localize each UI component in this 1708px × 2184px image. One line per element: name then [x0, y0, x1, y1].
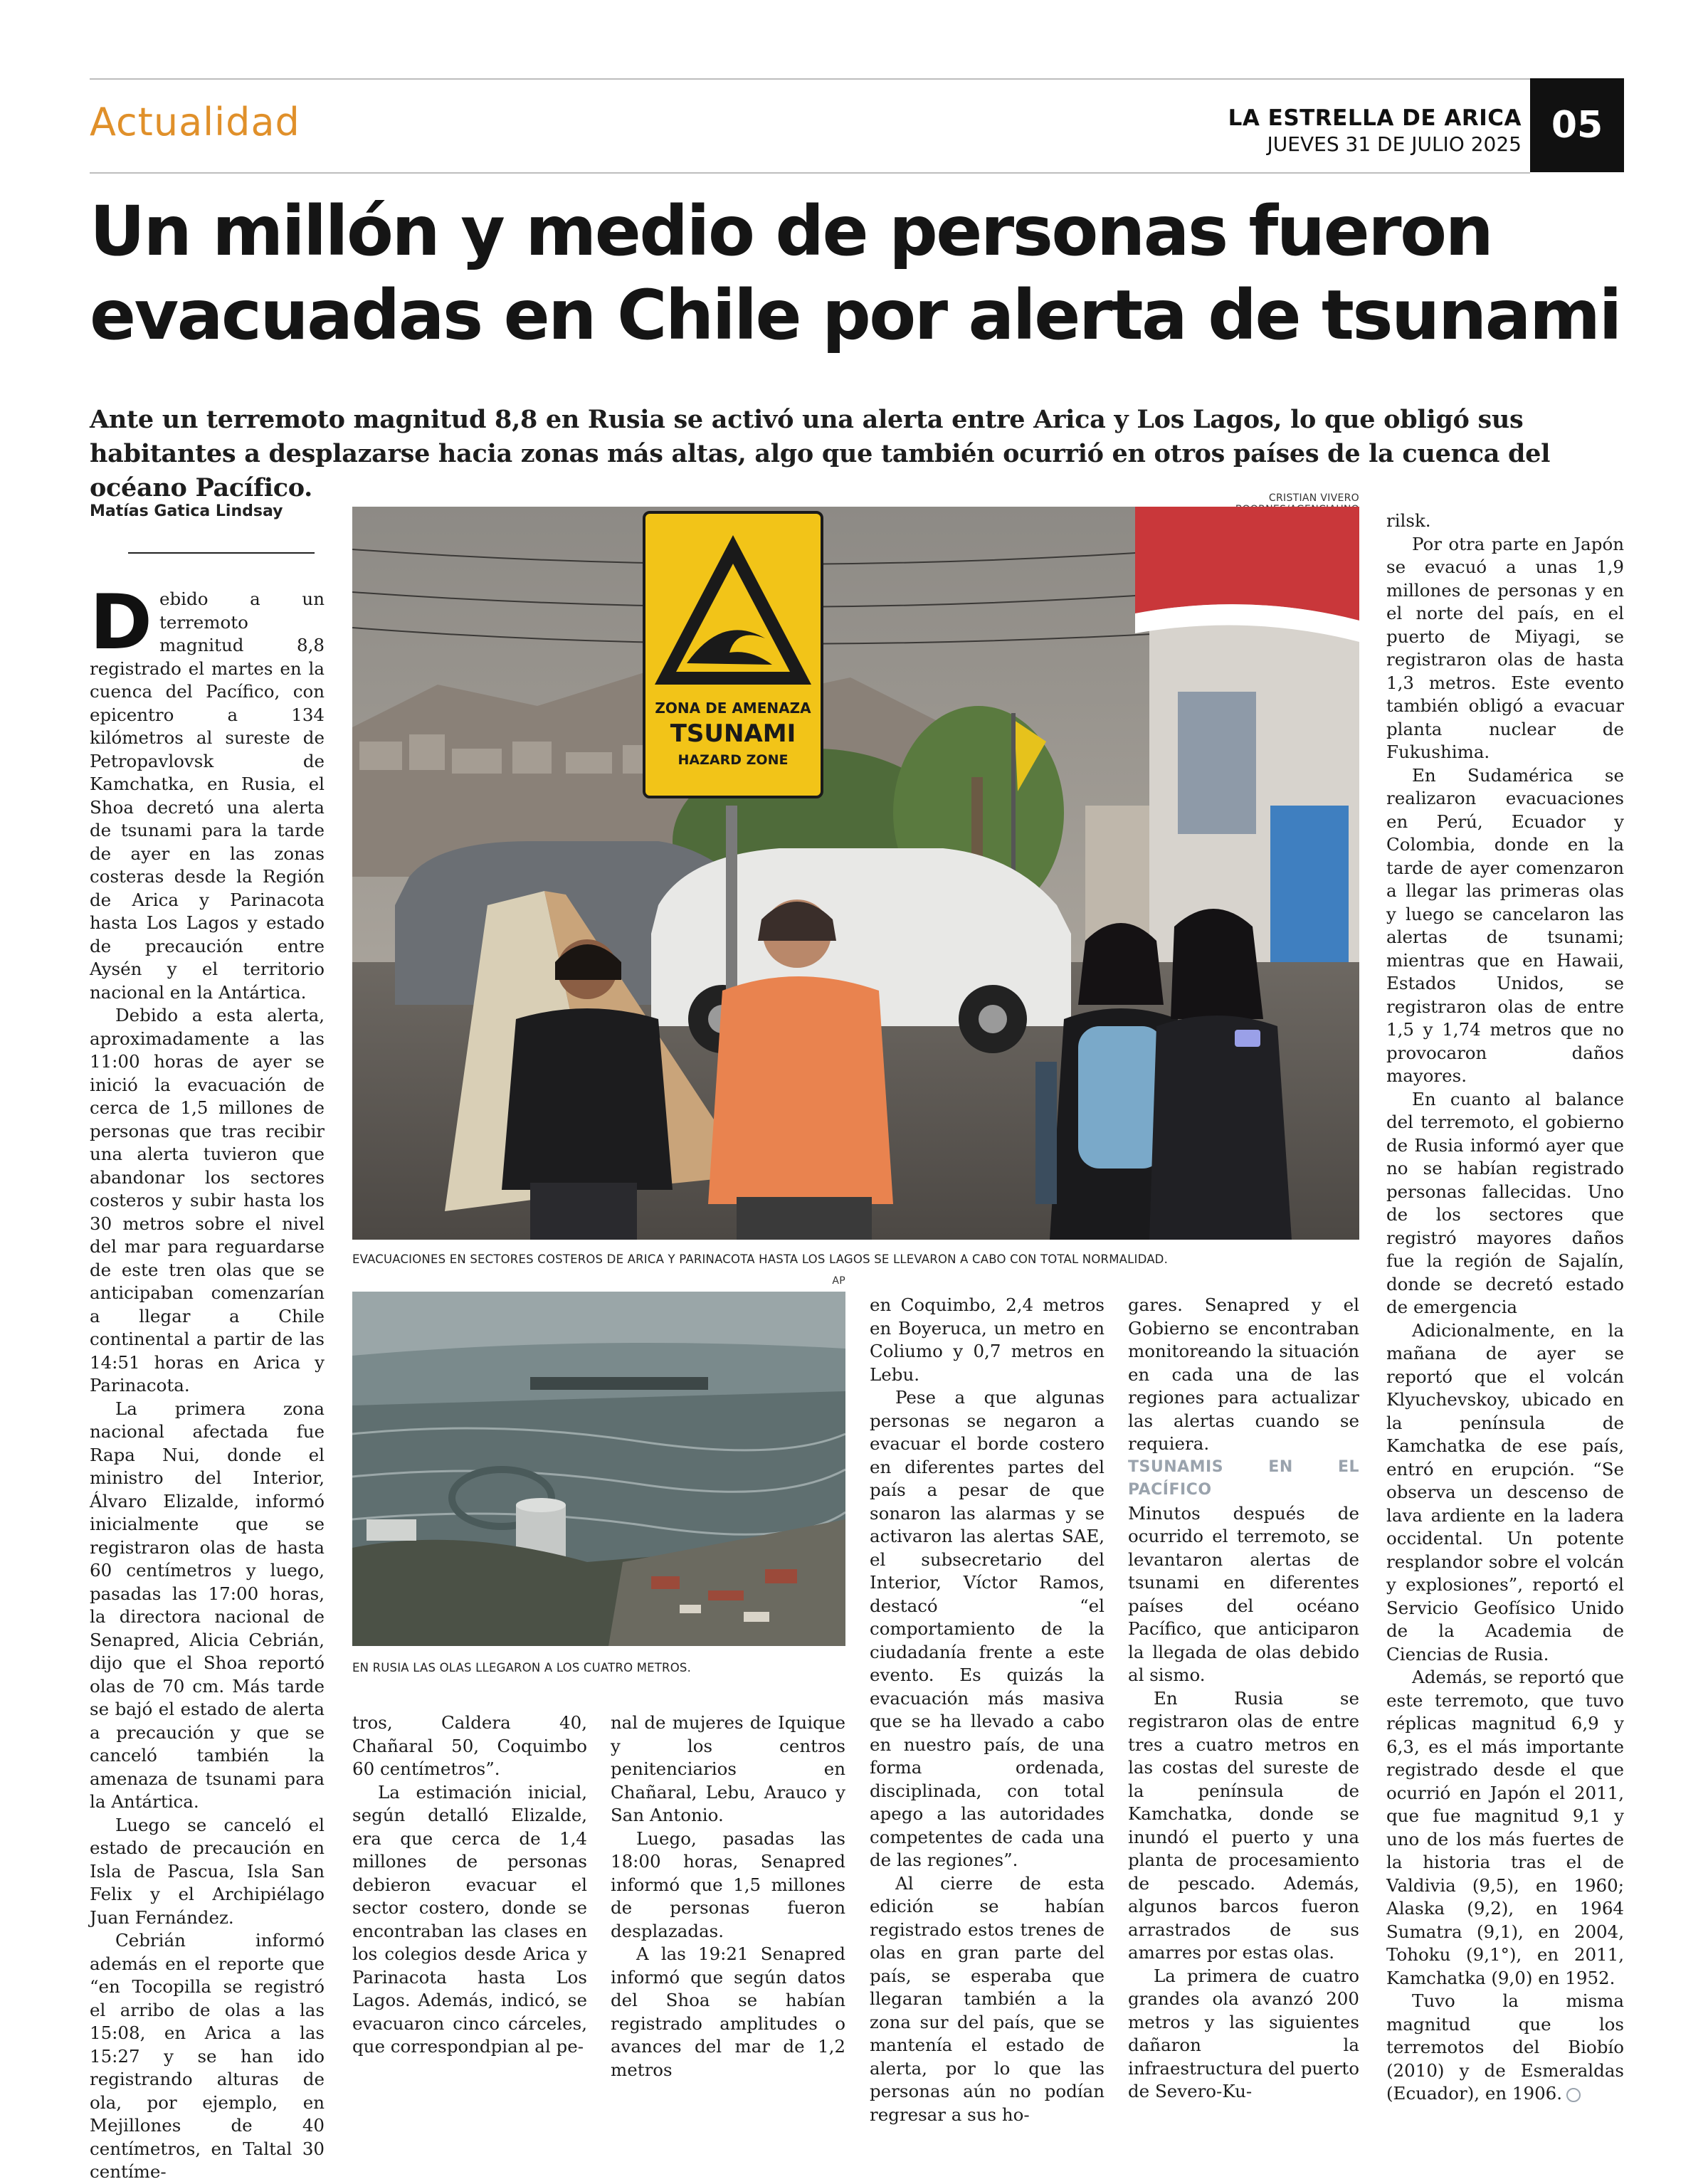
page-number: 05 [1530, 78, 1624, 172]
paragraph: Luego, pasadas las 18:00 horas, Senapred informó que 1,5 millones de personas fueron desplazadas. [611, 1827, 845, 1941]
paragraph: en Coquimbo, 2,4 metros en Boyeruca, un metro en Coliumo y 0,7 metros en Lebu. [870, 1294, 1105, 1385]
header-rule [90, 172, 1530, 174]
paragraph: La primera zona nacional afectada fue Rapa Nui, donde el ministro del Interior, Álvaro Elizalde, informó inicialmente que se registraron olas de hasta 60 centímetros y luego, pasadas las 17:00 horas, la directora nacional de Senapred, Alicia Cebrián, dijo que el Shoa reportó olas de 70 cm. Más tarde se bajó el estado de alerta a precaución y que se canceló también la amenaza de tsunami para la Antártica. [90, 1398, 325, 1812]
masthead [1228, 105, 1522, 156]
top-rule [90, 78, 1530, 80]
article-column-3 [611, 1711, 845, 2082]
paragraph: Debido a un terremoto magnitud 8,8 registrado el martes en la cuenca del Pacífico, con epicentro a 134 kilómetros al sureste de Petropavlovsk de Kamchatka, en Rusia, el Shoa decretó una alerta de tsunami para la tarde de ayer en las zonas costeras desde la Región de Arica y Parinacota hasta Los Lagos y estado de precaución entre Aysén y el territorio nacional en la Antártica. [90, 579, 325, 1003]
article-column-1 [90, 579, 325, 2184]
issue-date: JUEVES 31 DE JULIO 2025 [1267, 132, 1522, 156]
paragraph: Debido a esta alerta, aproximadamente a las 11:00 horas de ayer se inició la evacuación de cerca de 1,5 millones de personas que tras recibir una alerta tuvieron que abandonar los sectores costeros y subir hasta los 30 metros sobre el nivel del mar para reguardarse de este tren olas que se anticipaban comenzarían a llegar a Chile continental a partir de las 14:51 horas en Arica y Parinacota. [90, 1005, 325, 1396]
photo-main-credit: CRISTIAN VIVERO [1268, 492, 1359, 504]
paragraph: rilsk. [1386, 510, 1431, 531]
paragraph: La estimación inicial, según detalló Elizalde, era que cerca de 1,4 millones de personas debieron evacuar el sector costero, donde se encontraban las clases en los colegios desde Arica y Parinacota hasta Los Lagos. Además, indicó, se evacuaron cinco cárceles, que correspondpian al pe- [352, 1781, 587, 2057]
article-column-5 [1128, 1294, 1359, 2104]
newspaper-name: LA ESTRELLA DE ARICA [1228, 105, 1522, 131]
dropcap: D [90, 579, 152, 666]
photo-main-caption: EVACUACIONES EN SECTORES COSTEROS DE ARICA Y PARINACOTA HASTA LOS LAGOS SE LLEVARON A CABO CON TOTAL NORMALIDAD. [352, 1252, 1169, 1266]
byline-rule [128, 552, 315, 554]
paragraph: Tuvo la misma magnitud que los terremotos del Biobío (2010) y de Esmeraldas (Ecuador), en 1906. [1386, 1990, 1624, 2104]
section-label: Actualidad [90, 100, 300, 144]
paragraph: Al cierre de esta edición se habían registrado estos trenes de olas en gran parte del país, se esperaba que llegaran también a la zona sur del país, que se mantenía el estado de alerta, por lo que las personas aún no podían regresar a sus ho- [870, 1872, 1105, 2125]
article-column-2 [352, 1711, 587, 2059]
paragraph: En cuanto al balance del terremoto, el gobierno de Rusia informó ayer que no se habían registrado personas fallecidas. Uno de los sectores que registró mayores daños fue la región de Sajalín, donde se decretó estado de emergencia [1386, 1088, 1624, 1317]
sign-line2: TSUNAMI [670, 719, 796, 748]
paragraph: Adicionalmente, en la mañana de ayer se reportó que el volcán Klyuchevskoy, ubicado en la península de Kamchatka de ese país, entró en erupción. “Se observa un descenso de lava ardiente en la ladera occidental. Un potente resplandor sobre el volcán y explosiones”, reportó el Servicio Geofísico Unido de la Academia de Ciencias de Rusia. [1386, 1319, 1624, 1665]
photo-secondary [352, 1292, 845, 1646]
paragraph: gares. Senapred y el Gobierno se encontraban monitoreando la situación en cada una de las regiones para actualizar las alertas cuando se requiera. [1128, 1294, 1359, 1454]
paragraph: Luego se canceló el estado de precaución en Isla de Pascua, Isla San Felix y el Archipiélago Juan Fernández. [90, 1814, 325, 1928]
paragraph: Además, se reportó que este terremoto, que tuvo réplicas magnitud 6,9 y 6,3, es el más importante registrado desde el que ocurrió en Japón el 2011, que fue magnitud 9,1 y uno de los más fuertes de la historia tras el de Valdivia (9,5), en 1960; Alaska (9,2), en 1964 Sumatra (9,1), en 2004, Tohoku (9,1°), en 2011, Kamchatka (9,0) en 1952. [1386, 1667, 1624, 1988]
paragraph: nal de mujeres de Iquique y los centros penitenciarios en Chañaral, Lebu, Arauco y San Antonio. [611, 1712, 845, 1825]
article-column-4 [870, 1294, 1105, 2126]
sign-line1: ZONA DE AMENAZA [655, 700, 811, 717]
end-of-article-icon [1566, 2088, 1581, 2102]
photo-secondary-illustration [352, 1292, 845, 1646]
paragraph: A las 19:21 Senapred informó que según datos del Shoa se habían registrado amplitudes o avances del mar de 1,2 metros [611, 1943, 845, 2080]
photo-main-illustration [352, 507, 1359, 1240]
paragraph: Minutos después de ocurrido el terremoto, se levantaron alertas de tsunami en diferentes países del océano Pacífico, que anticiparon la llegada de olas debido al sismo. [1128, 1502, 1359, 1685]
paragraph: Pese a que algunas personas se negaron a evacuar el borde costero en diferentes partes del país a pesar de que sonaron las alarmas y se activaron las alertas SAE, el subsecretario del Interior, Víctor Ramos, destacó “el comportamiento de la ciudadanía frente a este evento. Es quizás la evacuación más masiva que se ha llevado a cabo en nuestro país, de una forma ordenada, disciplinada, con total apego a las autoridades competentes de cada una de las regiones”. [870, 1387, 1105, 1870]
paragraph: En Sudamérica se realizaron evacuaciones en Perú, Ecuador y Colombia, donde en la tarde de ayer comenzaron a llegar las primeras olas y luego se cancelaron las alertas de tsunami; mientras que en Hawaii, Estados Unidos, se registraron olas de entre 1,5 y 1,74 metros que no provocaron daños mayores. [1386, 764, 1624, 1086]
sign-line3: HAZARD ZONE [678, 752, 789, 768]
paragraph: En Rusia se registraron olas de entre tres a cuatro metros en las costas del sureste de la península de Kamchatka, donde se inundó el puerto y una planta de procesamiento de pescado. Además, algunos barcos fueron arrastrados de sus amarres por estas olas. [1128, 1687, 1359, 1963]
subhead: Ante un terremoto magnitud 8,8 en Rusia se activó una alerta entre Arica y Los Lagos, lo que obligó sus habitantes a desplazarse hacia zonas más altas, algo que también ocurrió en otros países de la cuenca del océano Pacífico. [90, 405, 1551, 502]
photo-main [352, 507, 1359, 1240]
paragraph: Cebrián informó además en el reporte que “en Tocopilla se registró el arribo de olas a las 15:08, en Arica a las 15:27 y se han ido registrando alturas de ola, por ejemplo, en Mejillones de 40 centímetros, en Taltal 30 centíme- [90, 1930, 325, 2182]
headline: Un millón y medio de personas fueron evacuadas en Chile por alerta de tsunami [90, 191, 1620, 355]
paragraph: La primera de cuatro grandes ola avanzó 200 metros y las siguientes dañaron la infraestructura del puerto de Severo-Ku- [1128, 1965, 1359, 2101]
paragraph: Por otra parte en Japón se evacuó a unas 1,9 millones de personas y en el norte del país, en el puerto de Miyagi, se registraron olas de hasta 1,3 metros. Este evento también obligó a evacuar planta nuclear de Fukushima. [1386, 533, 1624, 762]
paragraph: tros, Caldera 40, Chañaral 50, Coquimbo 60 centímetros”. [352, 1712, 587, 1779]
section-subtitle: TSUNAMIS EN EL PACÍFICO [1128, 1457, 1359, 1499]
photo-secondary-caption: EN RUSIA LAS OLAS LLEGARON A LOS CUATRO METROS. [352, 1661, 692, 1674]
article-column-6 [1386, 510, 1624, 2106]
byline: Matías Gatica Lindsay [90, 502, 283, 520]
photo-secondary-credit: AP [832, 1275, 845, 1287]
